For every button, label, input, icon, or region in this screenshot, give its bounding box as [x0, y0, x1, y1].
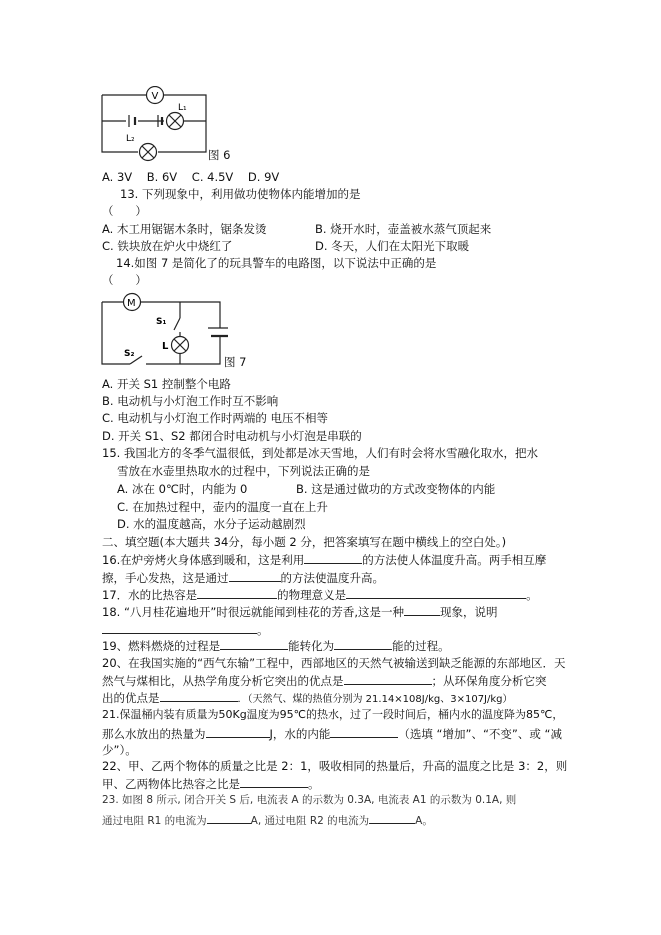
- q20-text-2: ；从环保角度分析它突: [431, 674, 547, 688]
- q14-option-b: B. 电动机与小灯泡工作时互不影响: [102, 394, 279, 408]
- q18-blank-2[interactable]: [102, 622, 257, 634]
- q20-blank-1[interactable]: [344, 673, 432, 685]
- q14-option-c: C. 电动机与小灯泡工作时两端的 电压不相等: [102, 411, 328, 425]
- q16-text-2: 的方法使人体温度升高。两手相互摩: [362, 553, 547, 567]
- q23-text-3: A。: [415, 815, 433, 827]
- q16-line-1: [102, 552, 546, 567]
- q16-line-2: [102, 570, 384, 585]
- q21-text-2: J，水的内能: [269, 727, 331, 741]
- q20-text-4: ．（天然气、煤的热值分别为 21.14×108J/kg、3×107J/kg）: [237, 694, 513, 705]
- section-2-heading: 二、填空题(本大题共 34分，每小题 2 分，把答案填写在题中横线上的空白处。): [102, 535, 507, 549]
- q21-blank-1[interactable]: [206, 726, 270, 738]
- q20-line-3: [102, 690, 513, 707]
- q14-option-d: D. 开关 S1、S2 都闭合时电动机与小灯泡是串联的: [102, 429, 362, 443]
- q19-text-1: 19、燃料燃烧的过程是: [102, 639, 221, 653]
- q20-line-2: [102, 673, 547, 688]
- figure-7-caption: 图 7: [224, 355, 247, 369]
- q16-text-3: 擦，手心发热，这是通过: [102, 571, 229, 585]
- q15-line-2: 雪放在水壶里热取水的过程中，下列说法正确的是: [117, 464, 370, 478]
- q17-blank-2[interactable]: [346, 587, 526, 599]
- q20-line-1: 20、在我国实施的“西气东输”工程中，西部地区的天然气被输送到缺乏能源的东部地区．天: [102, 656, 566, 670]
- q21-text-1: 那么水放出的热量为: [102, 727, 206, 741]
- q21-line-1: 21.保温桶内装有质量为50Kg温度为95℃的热水，过了一段时间后，桶内水的温度降为85℃，: [102, 708, 564, 721]
- switch-s2-label: S₂: [124, 349, 135, 359]
- q16-blank-2[interactable]: [229, 570, 281, 582]
- q13-stem: 13. 下列现象中，利用做功使物体内能增加的是: [120, 187, 361, 201]
- q22-line-2: [102, 776, 320, 791]
- q19-blank-1[interactable]: [220, 638, 288, 650]
- q15-option-b: B. 这是通过做功的方式改变物体的内能: [296, 482, 496, 496]
- q17-blank-1[interactable]: [197, 587, 277, 599]
- q19-line: [102, 638, 450, 653]
- q19-blank-2[interactable]: [334, 638, 392, 650]
- lamp-l-symbol: [172, 337, 189, 354]
- q16-text-4: 的方法使温度升高。: [280, 571, 384, 585]
- q18-blank-1[interactable]: [404, 604, 440, 616]
- lamp-2-label: L₂: [126, 134, 135, 144]
- q23-line-1: 23. 如图 8 所示, 闭合开关 S 后, 电流表 A 的示数为 0.3A, 电流表 A1 的示数为 0.1A, 则: [102, 794, 517, 806]
- lamp-2-symbol: [140, 144, 157, 161]
- q13-option-b: B. 烧开水时，壶盖被水蒸气顶起来: [315, 222, 492, 236]
- q14-stem: 14.如图 7 是简化了的玩具警车的电路图，以下说法中正确的是: [116, 256, 437, 270]
- voltmeter-label: V: [151, 91, 159, 102]
- lamp-l-label: L: [162, 341, 169, 352]
- motor-label: M: [127, 298, 136, 309]
- q13-paren: （ ）: [102, 204, 147, 218]
- q20-text-3: 出的优点是: [102, 691, 160, 705]
- q14-paren: （ ）: [102, 273, 147, 287]
- q23-blank-2[interactable]: [369, 812, 415, 824]
- q15-option-a: A. 冰在 0℃时，内能为 0: [117, 482, 248, 496]
- q23-blank-1[interactable]: [207, 812, 251, 824]
- q18-line-2: [102, 622, 269, 637]
- q18-line-1: [102, 604, 498, 619]
- q18-text-1: 18. “八月桂花遍地开”时很远就能闻到桂花的芳香,这是一种: [102, 605, 405, 619]
- q23-line-2: [102, 812, 433, 828]
- figure-6-caption: 图 6: [208, 148, 231, 162]
- figure-7-circuit: [98, 292, 228, 372]
- q16-blank-1[interactable]: [304, 552, 362, 564]
- q13-option-c: C. 铁块放在炉火中烧红了: [102, 239, 233, 253]
- q18-text-3: 。: [257, 623, 269, 637]
- q15-line-1: 15. 我国北方的冬季气温很低，到处都是冰天雪地，人们有时会将水雪融化取水，把水: [102, 446, 538, 460]
- q19-text-3: 能的过程。: [392, 639, 450, 653]
- lamp-1-symbol: [167, 113, 184, 130]
- q17-text-3: 。: [526, 588, 538, 602]
- q15-option-d: D. 水的温度越高，水分子运动越剧烈: [117, 517, 306, 531]
- q20-text-1: 然气与煤相比，从热学角度分析它突出的优点是: [102, 674, 344, 688]
- q15-option-c: C. 在加热过程中，壶内的温度一直在上升: [117, 500, 328, 514]
- q22-blank-1[interactable]: [240, 776, 308, 788]
- q17-text-1: 17．水的比热容是: [102, 588, 198, 602]
- q13-option-a: A. 木工用锯锯木条时，锯条发烫: [102, 222, 267, 236]
- q21-line-3: 少”）。: [102, 743, 137, 757]
- q19-text-2: 能转化为: [288, 639, 335, 653]
- q14-option-a: A. 开关 S1 控制整个电路: [102, 377, 231, 391]
- q20-blank-2[interactable]: [160, 690, 238, 702]
- q17-line: [102, 587, 538, 602]
- q23-text-1: 通过电阻 R1 的电流为: [102, 815, 207, 827]
- q16-text-1: 16.在炉旁烤火身体感到暖和，这是利用: [102, 553, 305, 567]
- lamp-1-label: L₁: [178, 103, 187, 113]
- q22-text-1: 甲、乙两物体比热容之比是: [102, 777, 240, 791]
- q18-text-2: 现象，说明: [440, 605, 498, 619]
- q13-option-d: D. 冬天，人们在太阳光下取暖: [315, 239, 470, 253]
- q22-text-2: 。: [308, 777, 320, 791]
- q17-text-2: 的物理意义是: [277, 588, 347, 602]
- q21-line-2: [102, 726, 562, 741]
- q21-text-3: （选填 “增加”、“不变”、或 “减: [398, 727, 563, 741]
- q23-text-2: A, 通过电阻 R2 的电流为: [250, 815, 370, 827]
- q22-line-1: 22、甲、乙两个物体的质量之比是 2：1，吸收相同的热量后，升高的温度之比是 3：2，则: [102, 759, 568, 773]
- q21-blank-2[interactable]: [330, 726, 398, 738]
- figure-6-circuit: [98, 86, 210, 162]
- q12-options: A. 3V B. 6V C. 4.5V D. 9V: [102, 170, 280, 184]
- switch-s1-label: S₁: [156, 317, 167, 327]
